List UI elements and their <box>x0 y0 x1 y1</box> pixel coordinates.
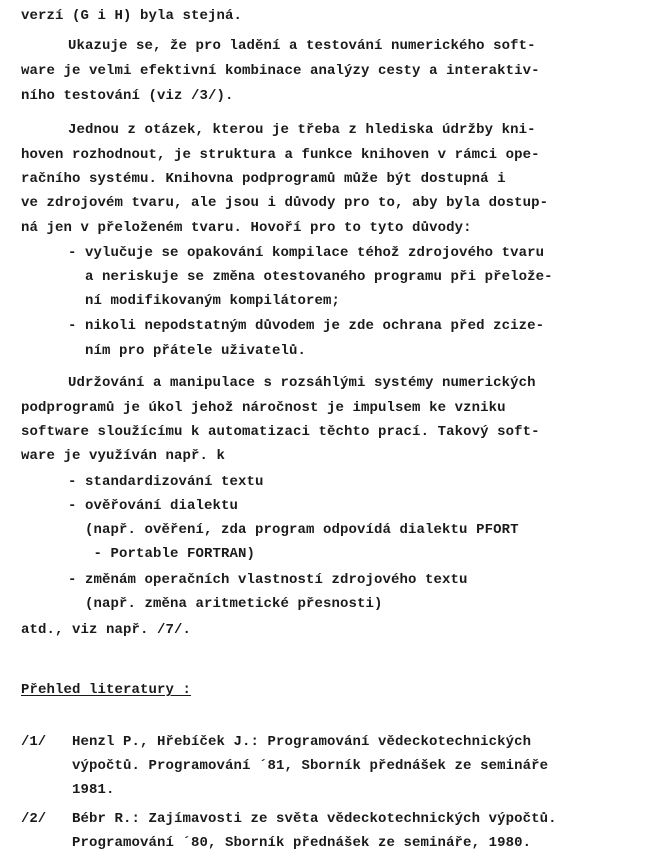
reference-line: 1981. <box>72 782 115 798</box>
reference-number: /2/ <box>21 811 47 827</box>
reference-line: výpočtů. Programování ´81, Sborník přednášek ze semináře <box>72 758 549 774</box>
text-line: ware je velmi efektivní kombinace analýzy cesty a interaktiv- <box>21 63 540 79</box>
text-line: software sloužícímu k automatizaci těchto prací. Takový soft- <box>21 424 540 440</box>
list-item: - standardizování textu <box>68 474 264 490</box>
reference-number: /1/ <box>21 734 47 750</box>
list-item: - změnám operačních vlastností zdrojového textu <box>68 572 468 588</box>
list-item: (např. ověření, zda program odpovídá dialektu PFORT <box>68 522 519 538</box>
reference-line: Bébr R.: Zajímavosti ze světa vědeckotechnických výpočtů. <box>72 811 557 827</box>
list-item: - nikoli nepodstatným důvodem je zde ochrana před zcize- <box>68 318 545 334</box>
text-line: hoven rozhodnout, je struktura a funkce knihoven v rámci ope- <box>21 147 540 163</box>
list-item: ním pro přátele uživatelů. <box>68 343 307 359</box>
list-item: (např. změna aritmetické přesnosti) <box>68 596 383 612</box>
text-line: ware je využíván např. k <box>21 448 226 464</box>
list-item: a neriskuje se změna otestovaného programu při přelože- <box>68 269 553 285</box>
text-line: Ukazuje se, že pro ladění a testování numerického soft- <box>68 38 536 54</box>
text-line: podprogramů je úkol jehož náročnost je impulsem ke vzniku <box>21 400 506 416</box>
text-line: verzí (G i H) byla stejná. <box>21 8 243 24</box>
text-line: Udržování a manipulace s rozsáhlými systémy numerických <box>68 375 536 391</box>
list-item: - vylučuje se opakování kompilace téhož zdrojového tvaru <box>68 245 545 261</box>
list-item: ní modifikovaným kompilátorem; <box>68 293 341 309</box>
text-line: ná jen v přeloženém tvaru. Hovoří pro to tyto důvody: <box>21 220 472 236</box>
text-line: Jednou z otázek, kterou je třeba z hlediska údržby kni- <box>68 122 536 138</box>
text-line: ve zdrojovém tvaru, ale jsou i důvody pro to, aby byla dostup- <box>21 195 549 211</box>
reference-line: Henzl P., Hřebíček J.: Programování vědeckotechnických <box>72 734 532 750</box>
list-item: - Portable FORTRAN) <box>68 546 256 562</box>
references-heading: Přehled literatury : <box>21 682 192 698</box>
text-line: ního testování (viz /3/). <box>21 88 234 104</box>
text-line: račního systému. Knihovna podprogramů může být dostupná i <box>21 171 506 187</box>
text-line: atd., viz např. /7/. <box>21 622 192 638</box>
list-item: - ověřování dialektu <box>68 498 239 514</box>
reference-line: Programování ´80, Sborník přednášek ze semináře, 1980. <box>72 835 532 851</box>
